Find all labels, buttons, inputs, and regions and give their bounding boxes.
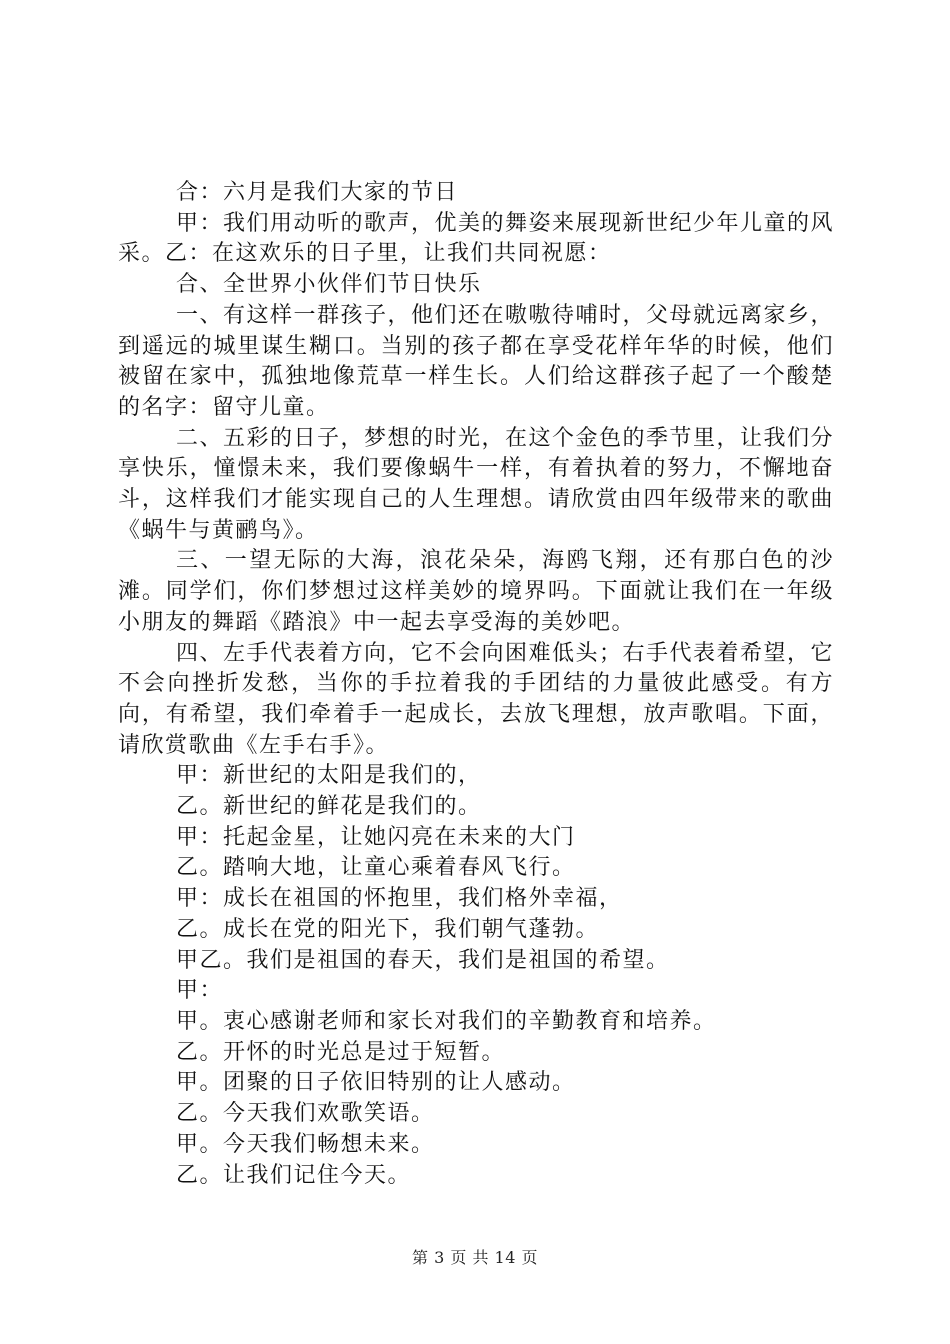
paragraph: 乙。让我们记住今天。 <box>176 1162 412 1188</box>
paragraph: 乙。成长在党的阳光下，我们朝气蓬勃。 <box>176 916 600 942</box>
paragraph: 甲：托起金星，让她闪亮在未来的大门 <box>176 824 576 850</box>
page-number-footer: 第 3 页 共 14 页 <box>412 1248 538 1267</box>
paragraph: 甲：成长在祖国的怀抱里，我们格外幸福， <box>176 886 623 912</box>
paragraph: 甲：我们用动听的歌声，优美的舞姿来展现新世纪少年儿童的风采。乙：在这欢乐的日子里，让我们共同祝愿： <box>118 210 835 267</box>
paragraph: 乙。踏响大地，让童心乘着春风飞行。 <box>176 855 576 881</box>
document-body <box>118 178 834 1191</box>
paragraph: 甲：新世纪的太阳是我们的， <box>176 763 482 789</box>
paragraph: 二、五彩的日子，梦想的时光，在这个金色的季节里，让我们分享快乐，憧憬未来，我们要像蜗牛一样，有着执着的努力，不懈地奋斗，这样我们才能实现自己的人生理想。请欣赏由四年级带来的歌曲《蜗牛与黄鹂鸟》。 <box>118 425 835 543</box>
paragraph: 一、有这样一群孩子，他们还在嗷嗷待哺时，父母就远离家乡，到遥远的城里谋生糊口。当别的孩子都在享受花样年华的时候，他们被留在家中，孤独地像荒草一样生长。人们给这群孩子起了一个酸楚的名字：留守儿童。 <box>118 302 835 420</box>
paragraph: 三、一望无际的大海，浪花朵朵，海鸥飞翔，还有那白色的沙滩。同学们，你们梦想过这样美妙的境界吗。下面就让我们在一年级小朋友的舞蹈《踏浪》中一起去享受海的美妙吧。 <box>118 548 834 635</box>
paragraph: 乙。开怀的时光总是过于短暂。 <box>176 1039 506 1065</box>
paragraph: 四、左手代表着方向，它不会向困难低头；右手代表着希望，它不会向挫折发愁，当你的手拉着我的手团结的力量彼此感受。有方向，有希望，我们牵着手一起成长，去放飞理想，放声歌唱。下面，请欣赏歌曲《左手右手》。 <box>118 640 835 758</box>
paragraph: 合、全世界小伙伴们节日快乐 <box>176 272 482 298</box>
paragraph: 乙。新世纪的鲜花是我们的。 <box>176 794 482 820</box>
paragraph: 乙。今天我们欢歌笑语。 <box>176 1101 435 1127</box>
paragraph: 合：六月是我们大家的节日 <box>176 180 459 205</box>
paragraph: 甲： <box>176 978 224 1004</box>
paragraph: 甲。团聚的日子依旧特别的让人感动。 <box>176 1070 576 1096</box>
paragraph: 甲乙。我们是祖国的春天，我们是祖国的希望。 <box>176 947 670 973</box>
paragraph: 甲。衷心感谢老师和家长对我们的辛勤教育和培养。 <box>176 1008 717 1034</box>
paragraph: 甲。今天我们畅想未来。 <box>176 1131 435 1157</box>
